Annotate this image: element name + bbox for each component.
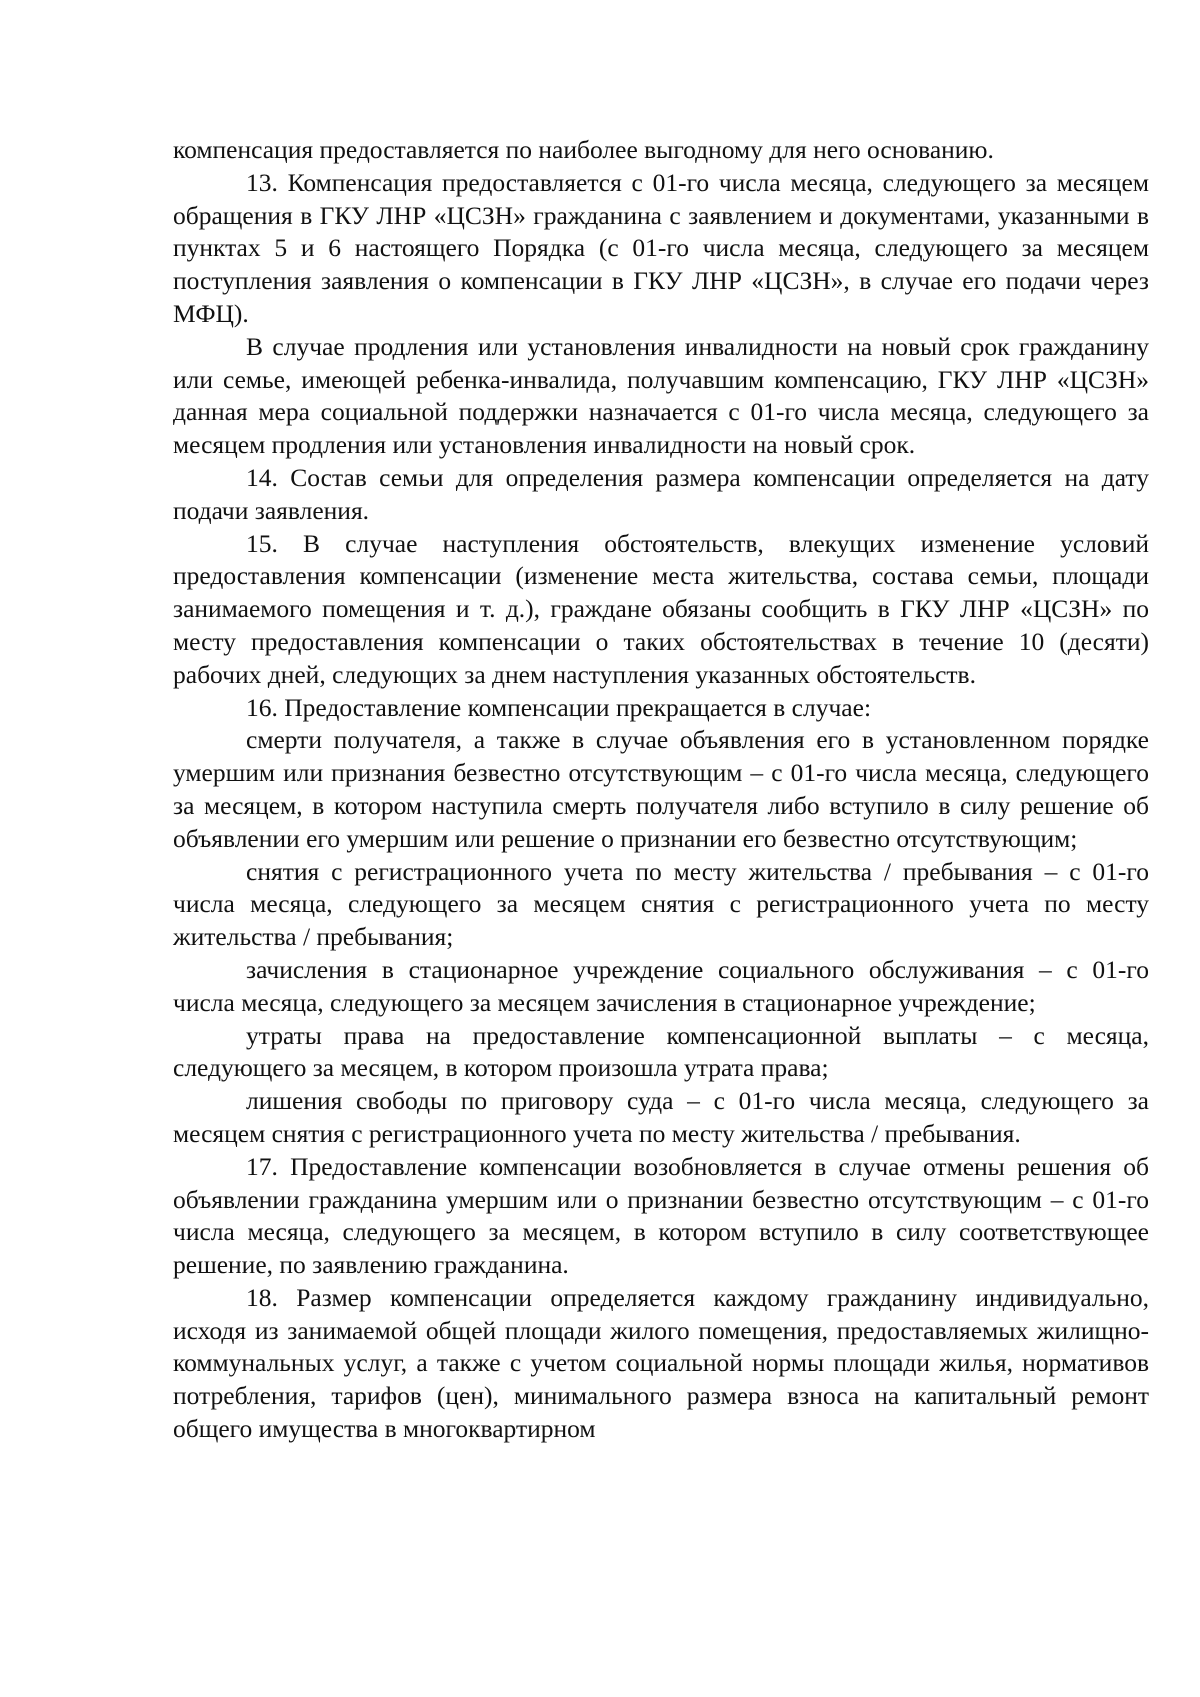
paragraph-18: 18. Размер компенсации определяется каждому гражданину индивидуально, исходя из занимаемой общей площади жилого помещения, предоставляемых жилищно-коммунальных услуг, а также с учетом социальной нормы площади жилья, нормативов потребления, тарифов (цен), минимального размера взноса на капитальный ремонт общего имущества в многоквартирном bbox=[173, 1282, 1149, 1444]
document-body bbox=[173, 134, 1149, 1446]
paragraph-16-death: смерти получателя, а также в случае объявления его в установленном порядке умершим или признания безвестно отсутствующим – с 01-го числа месяца, следующего за месяцем, в котором наступила смерть получателя либо вступило в силу решение об объявлении его умершим или решение о признании его безвестно отсутствующим; bbox=[173, 725, 1149, 853]
paragraph-continuation: компенсация предоставляется по наиболее выгодному для него основанию. bbox=[173, 135, 994, 164]
paragraph-13: 13. Компенсация предоставляется с 01-го числа месяца, следующего за месяцем обращения в ГКУ ЛНР «ЦСЗН» гражданина с заявлением и документами, указанными в пунктах 5 и 6 настоящего Порядка (с 01-го числа месяца, следующего за месяцем поступления заявления о компенсации в ГКУ ЛНР «ЦСЗН», в случае его подачи через МФЦ). bbox=[173, 167, 1149, 328]
paragraph-16-institution: зачисления в стационарное учреждение социального обслуживания – с 01-го числа месяца, следующего за месяцем зачисления в стационарное учреждение; bbox=[173, 954, 1149, 1017]
paragraph-15: 15. В случае наступления обстоятельств, влекущих изменение условий предоставления компенсации (изменение места жительства, состава семьи, площади занимаемого помещения и т. д.), граждане обязаны сообщить в ГКУ ЛНР «ЦСЗН» по месту предоставления компенсации о таких обстоятельствах в течение 10 (десяти) рабочих дней, следующих за днем наступления указанных обстоятельств. bbox=[173, 528, 1149, 689]
paragraph-17: 17. Предоставление компенсации возобновляется в случае отмены решения об объявлении гражданина умершим или о признании безвестно отсутствующим – с 01-го числа месяца, следующего за месяцем, в котором вступило в силу соответствующее решение, по заявлению гражданина. bbox=[173, 1151, 1149, 1280]
paragraph-14: 14. Состав семьи для определения размера компенсации определяется на дату подачи заявления. bbox=[173, 462, 1149, 525]
paragraph-13-disability-extension: В случае продления или установления инвалидности на новый срок гражданину или семье, имеющей ребенка-инвалида, получавшим компенсацию, ГКУ ЛНР «ЦСЗН» данная мера социальной поддержки назначается с 01-го числа месяца, следующего за месяцем продления или установления инвалидности на новый срок. bbox=[173, 331, 1149, 460]
paragraph-16: 16. Предоставление компенсации прекращается в случае: bbox=[246, 692, 872, 722]
paragraph-16-deregistration: снятия с регистрационного учета по месту жительства / пребывания – с 01-го числа месяца, следующего за месяцем снятия с регистрационного учета по месту жительства / пребывания; bbox=[173, 856, 1149, 952]
paragraph-16-loss-of-right: утраты права на предоставление компенсационной выплаты – с месяца, следующего за месяцем, в котором произошла утрата права; bbox=[173, 1020, 1149, 1083]
paragraph-16-imprisonment: лишения свободы по приговору суда – с 01-го числа месяца, следующего за месяцем снятия с регистрационного учета по месту жительства / пребывания. bbox=[173, 1086, 1149, 1148]
